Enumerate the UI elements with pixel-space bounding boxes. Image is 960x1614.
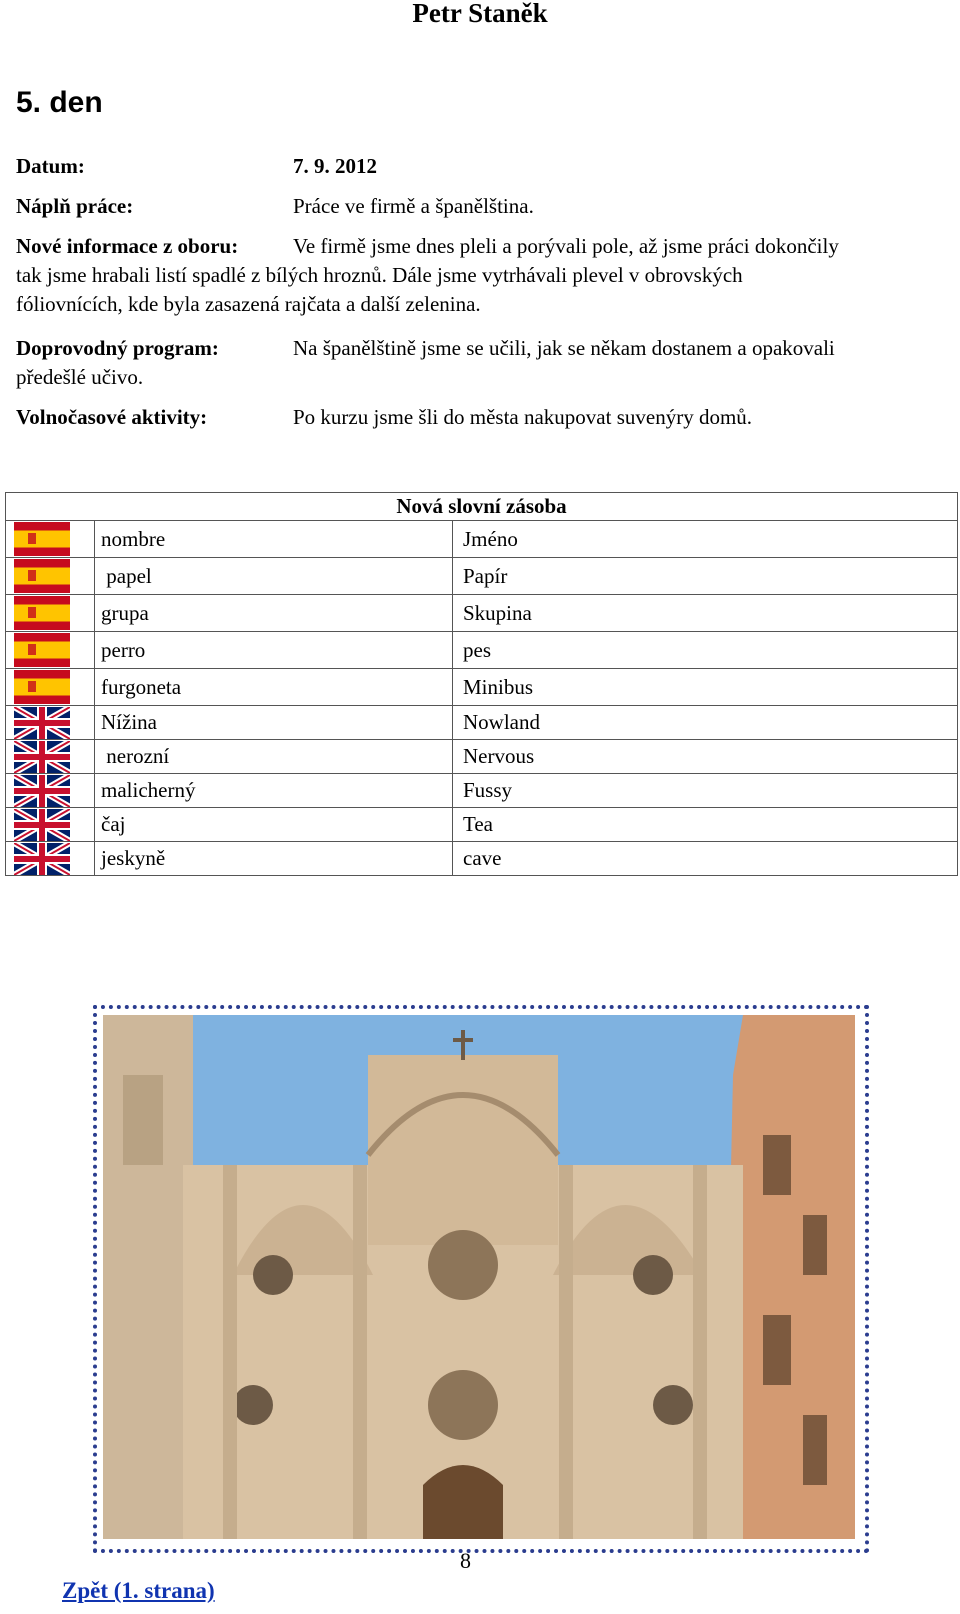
vocabulary-row [6, 808, 958, 842]
vocabulary-translation: Minibus [453, 669, 958, 706]
vocabulary-word: grupa [95, 595, 453, 632]
vocabulary-row [6, 558, 958, 595]
vocabulary-word: furgoneta [95, 669, 453, 706]
news-label: Nové informace z oboru: [16, 234, 239, 258]
uk-flag-icon [6, 706, 95, 740]
uk-flag-icon [6, 808, 95, 842]
free-value: Po kurzu jsme šli do města nakupovat suvenýry domů. [293, 405, 753, 429]
program-line2: předešlé učivo. [16, 365, 144, 389]
vocabulary-translation: pes [453, 632, 958, 669]
vocabulary-title: Nová slovní zásoba [6, 493, 958, 521]
vocabulary-header-row [6, 493, 958, 521]
vocabulary-word: papel [95, 558, 453, 595]
vocabulary-translation: Nervous [453, 740, 958, 774]
vocabulary-row [6, 632, 958, 669]
free-row [16, 403, 936, 432]
spain-flag-icon [6, 632, 95, 669]
vocabulary-table [5, 492, 958, 876]
cathedral-icon [103, 1015, 855, 1539]
cathedral-photo [103, 1015, 859, 1543]
news-line2: tak jsme hrabali listí spadlé z bílých hroznů. Dále jsme vytrhávali plevel v obrovských [16, 263, 743, 287]
back-link[interactable]: Zpět (1. strana) [62, 1578, 215, 1603]
program-line1: Na španělštině jsme se učili, jak se někam dostanem a opakovali [293, 336, 835, 360]
date-label: Datum: [16, 154, 85, 178]
program-label: Doprovodný program: [16, 336, 219, 360]
news-line1: Ve firmě jsme dnes pleli a porývali pole, až jsme práci dokončily [293, 234, 839, 258]
work-value: Práce ve firmě a španělština. [293, 194, 534, 218]
vocabulary-row [6, 706, 958, 740]
date-row [16, 152, 936, 181]
vocabulary-word: jeskyně [95, 842, 453, 876]
date-value: 7. 9. 2012 [293, 154, 377, 178]
work-label: Náplň práce: [16, 194, 134, 218]
author-name: Petr Staněk [412, 0, 548, 28]
vocabulary-word: malicherný [95, 774, 453, 808]
vocabulary-translation: Tea [453, 808, 958, 842]
spain-flag-icon [6, 669, 95, 706]
news-row [16, 232, 936, 261]
uk-flag-icon [6, 740, 95, 774]
vocabulary-translation: Papír [453, 558, 958, 595]
spain-flag-icon [6, 595, 95, 632]
vocabulary-row [6, 740, 958, 774]
vocabulary-row [6, 521, 958, 558]
vocabulary-word: nombre [95, 521, 453, 558]
vocabulary-row [6, 669, 958, 706]
vocabulary-row [6, 842, 958, 876]
uk-flag-icon [6, 774, 95, 808]
news-line3: fóliovnících, kde byla zasazená rajčata a další zelenina. [16, 292, 481, 316]
vocabulary-word: čaj [95, 808, 453, 842]
uk-flag-icon [6, 842, 95, 876]
free-label: Volnočasové aktivity: [16, 405, 208, 429]
day-title: 5. den [16, 86, 103, 119]
spain-flag-icon [6, 521, 95, 558]
program-row [16, 334, 936, 363]
vocabulary-translation: Fussy [453, 774, 958, 808]
vocabulary-translation: Nowland [453, 706, 958, 740]
vocabulary-word: nerozní [95, 740, 453, 774]
cathedral-photo-frame [93, 1005, 869, 1553]
vocabulary-row [6, 595, 958, 632]
work-row [16, 192, 936, 221]
vocabulary-word: Nížina [95, 706, 453, 740]
spain-flag-icon [6, 558, 95, 595]
vocabulary-translation: Jméno [453, 521, 958, 558]
vocabulary-translation: Skupina [453, 595, 958, 632]
vocabulary-word: perro [95, 632, 453, 669]
vocabulary-row [6, 774, 958, 808]
vocabulary-translation: cave [453, 842, 958, 876]
page-number: 8 [460, 1548, 471, 1573]
